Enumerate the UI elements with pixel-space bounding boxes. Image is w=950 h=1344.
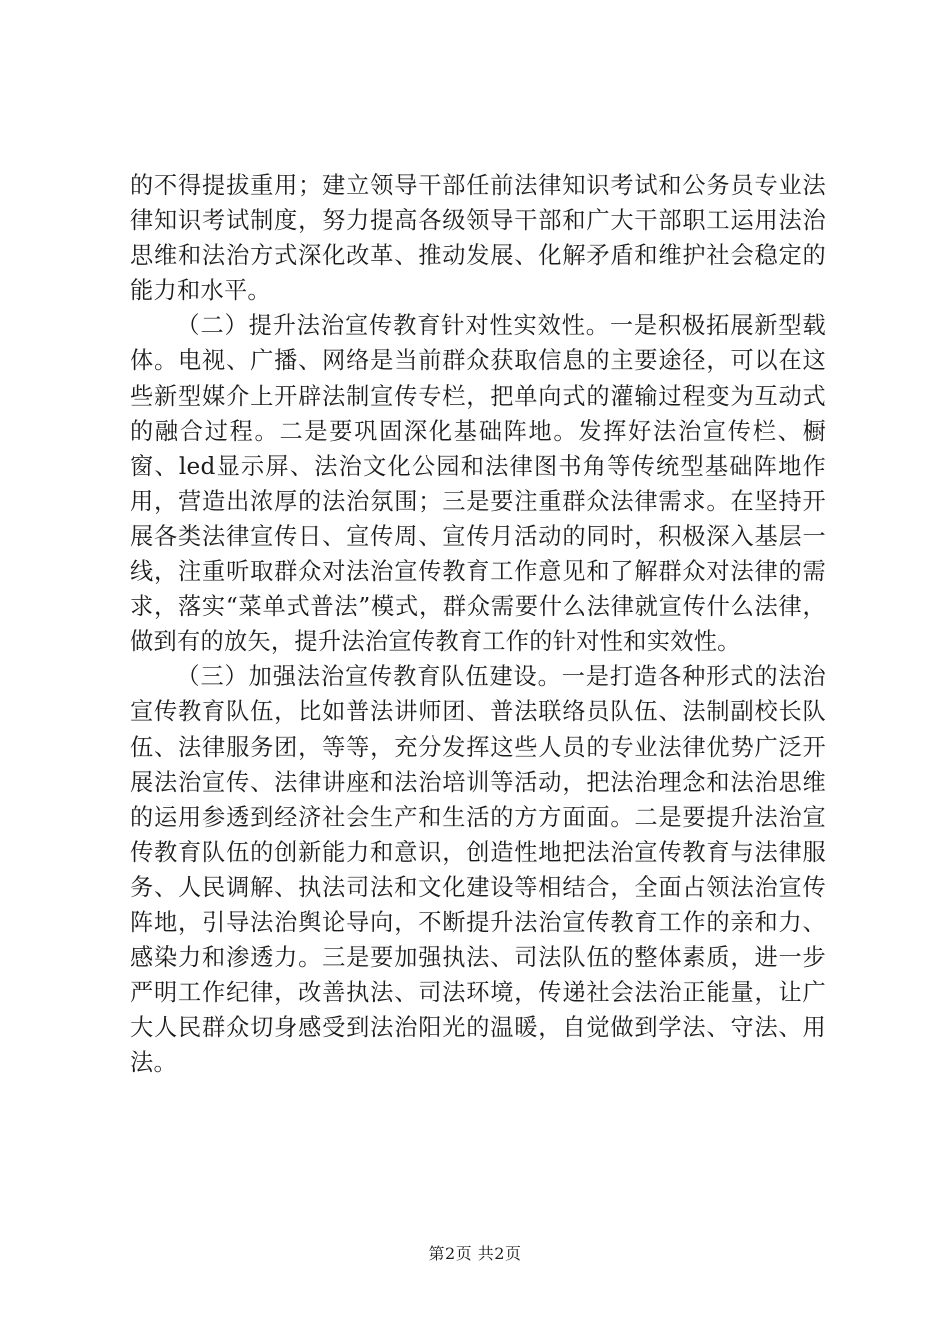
page-footer: 第2页 共2页 [428, 1244, 522, 1263]
paragraph-section-three: （三）加强法治宣传教育队伍建设。一是打造各种形式的法治宣传教育队伍，比如普法讲师团、普法联络员队伍、法制副校长队伍、法律服务团，等等，充分发挥这些人员的专业法律优势广泛开展法治宣传、法律讲座和法治培训等活动，把法治理念和法治思维的运用参透到经济社会生产和生活的方方面面。二是要提升法治宣传教育队伍的创新能力和意识，创造性地把法治宣传教育与法律服务、人民调解、执法司法和文化建设等相结合，全面占领法治宣传阵地，引导法治舆论导向，不断提升法治宣传教育工作的亲和力、感染力和渗透力。三是要加强执法、司法队伍的整体素质，进一步严明工作纪律，改善执法、司法环境，传递社会法治正能量，让广大人民群众切身感受到法治阳光的温暖，自觉做到学法、守法、用法。 [130, 663, 826, 1077]
paragraph-continuation: 的不得提拔重用；建立领导干部任前法律知识考试和公务员专业法律知识考试制度，努力提高各级领导干部和广大干部职工运用法治思维和法治方式深化改革、推动发展、化解矛盾和维护社会稳定的能力和水平。 [130, 172, 826, 305]
document-body [130, 168, 826, 1080]
paragraph-section-two: （二）提升法治宣传教育针对性实效性。一是积极拓展新型载体。电视、广播、网络是当前群众获取信息的主要途径，可以在这些新型媒介上开辟法制宣传专栏，把单向式的灌输过程变为互动式的融合过程。二是要巩固深化基础阵地。发挥好法治宣传栏、橱窗、led显示屏、法治文化公园和法律图书角等传统型基础阵地作用，营造出浓厚的法治氛围；三是要注重群众法律需求。在坚持开展各类法律宣传日、宣传周、宣传月活动的同时，积极深入基层一线，注重听取群众对法治宣传教育工作意见和了解群众对法律的需求，落实“菜单式普法”模式，群众需要什么法律就宣传什么法律，做到有的放矢，提升法治宣传教育工作的针对性和实效性。 [130, 312, 826, 656]
